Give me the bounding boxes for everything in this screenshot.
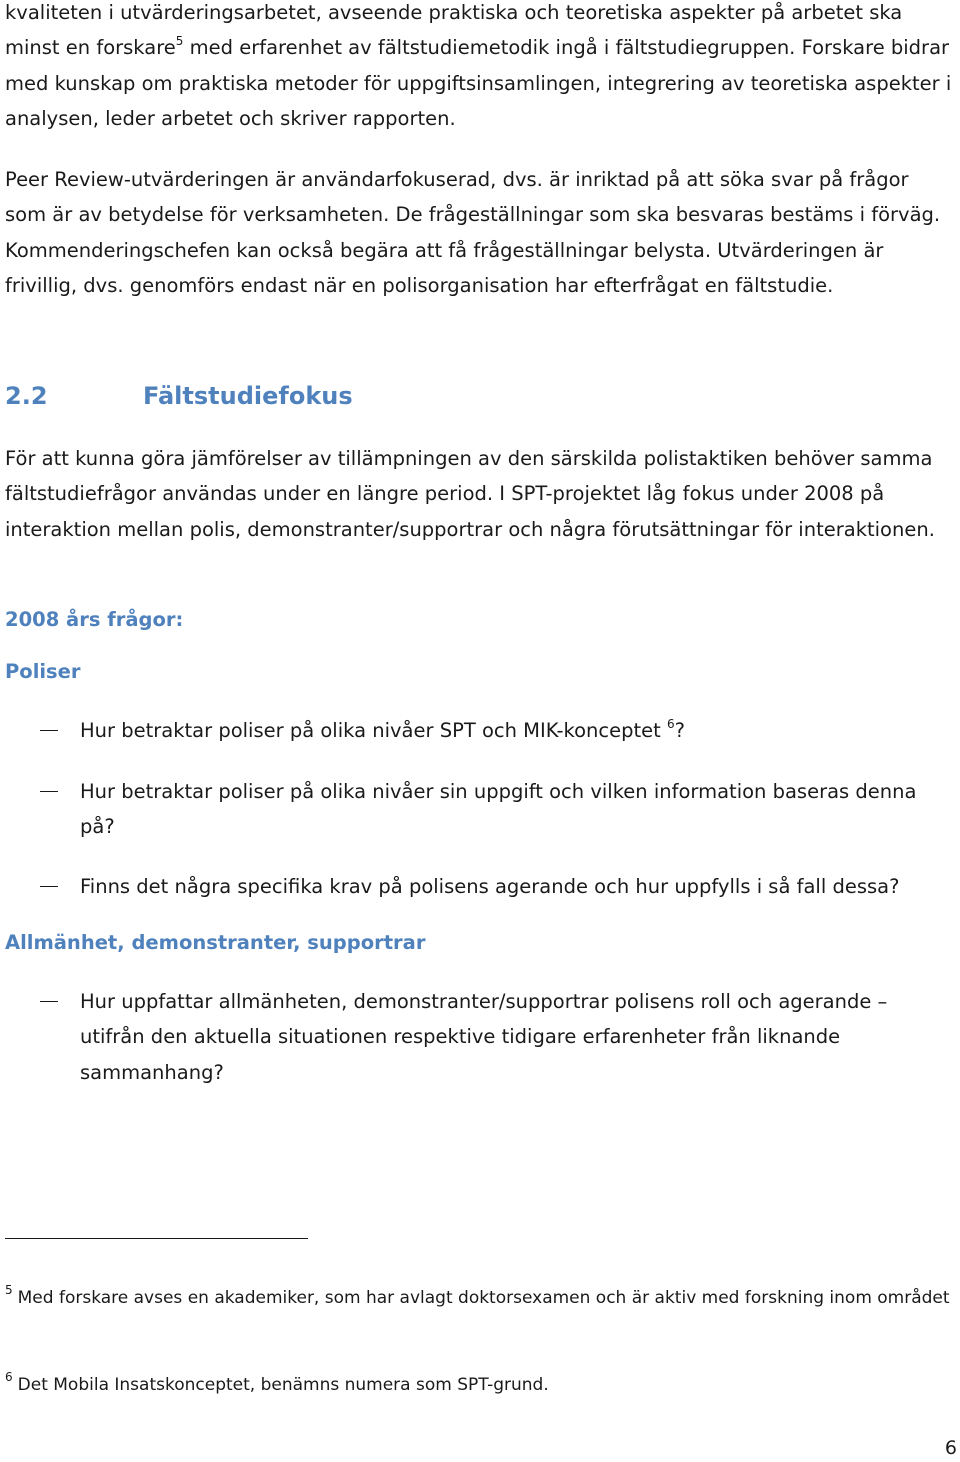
paragraph-1-text-a: kvaliteten i utvärderingsarbetet, avseende praktiska och teoretiska aspekter på arbetet ska minst en forskare (5, 1, 903, 60)
dash-bullet-icon (40, 1001, 58, 1002)
section-number: 2.2 (5, 382, 48, 410)
paragraph-1-text-b: med erfarenhet av fältstudiemetodik ingå i fältstudiegruppen. Forskare bidrar med kunskap om praktiska metoder för uppgiftsinsamlingen, integrering av teoretiska aspekter i analysen, leder arbetet och skriver rapporten. (5, 36, 952, 130)
list-item-text: Finns det några specifika krav på polisens agerande och hur uppfylls i så fall dessa? (80, 875, 900, 898)
footnote-6 (5, 1361, 955, 1402)
dash-bullet-icon (40, 791, 58, 792)
footnote-number: 6 (5, 1370, 13, 1384)
footnote-number: 5 (5, 1283, 13, 1297)
list-item-text (80, 713, 950, 748)
body-paragraph-1 (5, 0, 955, 136)
section-title: Fältstudiefokus (143, 382, 353, 410)
footnote-ref-5[interactable]: 5 (175, 34, 184, 49)
list-item-text: Hur betraktar poliser på olika nivåer sin uppgift och vilken information baseras denna på? (80, 780, 917, 839)
group-heading-allmanhet: Allmänhet, demonstranter, supportrar (5, 931, 426, 954)
list-item-text-end: ? (674, 719, 685, 742)
footnote-5 (5, 1274, 955, 1315)
body-paragraph-2: Peer Review-utvärderingen är användarfokuserad, dvs. är inriktad på att söka svar på frågor som är av betydelse för verksamheten. De frågeställningar som ska besvaras bestäms i förväg. Kommenderingschefen kan också begära att få frågeställningar belysta. Utvärderingen är frivillig, dvs. genomförs endast när en polisorganisation har efterfrågat en fältstudie. (5, 168, 941, 297)
list-item-text-main: Hur betraktar poliser på olika nivåer SPT och MIK-konceptet (80, 719, 667, 742)
footnote-divider (5, 1238, 308, 1239)
dash-bullet-icon (40, 730, 58, 731)
dash-bullet-icon (40, 886, 58, 887)
footnote-text: Med forskare avses en akademiker, som har avlagt doktorsexamen och är aktiv med forskning inom området (17, 1288, 950, 1308)
questions-subheading: 2008 års frågor: (5, 608, 184, 631)
body-paragraph-3: För att kunna göra jämförelser av tillämpningen av den särskilda polistaktiken behöver samma fältstudiefrågor användas under en längre period. I SPT-projektet låg fokus under 2008 på interaktion mellan polis, demonstranter/supportrar och några förutsättningar för interaktionen. (5, 447, 935, 541)
footnote-ref-6[interactable]: 6 (667, 717, 675, 731)
list-item-text: Hur uppfattar allmänheten, demonstranter/supportrar polisens roll och agerande – utifrån den aktuella situationen respektive tidigare erfarenheter från liknande sammanhang? (80, 990, 888, 1084)
footnote-text: Det Mobila Insatskonceptet, benämns numera som SPT-grund. (17, 1375, 549, 1395)
section-heading (5, 378, 905, 414)
group-heading-poliser: Poliser (5, 660, 81, 683)
page-number: 6 (944, 1437, 957, 1459)
